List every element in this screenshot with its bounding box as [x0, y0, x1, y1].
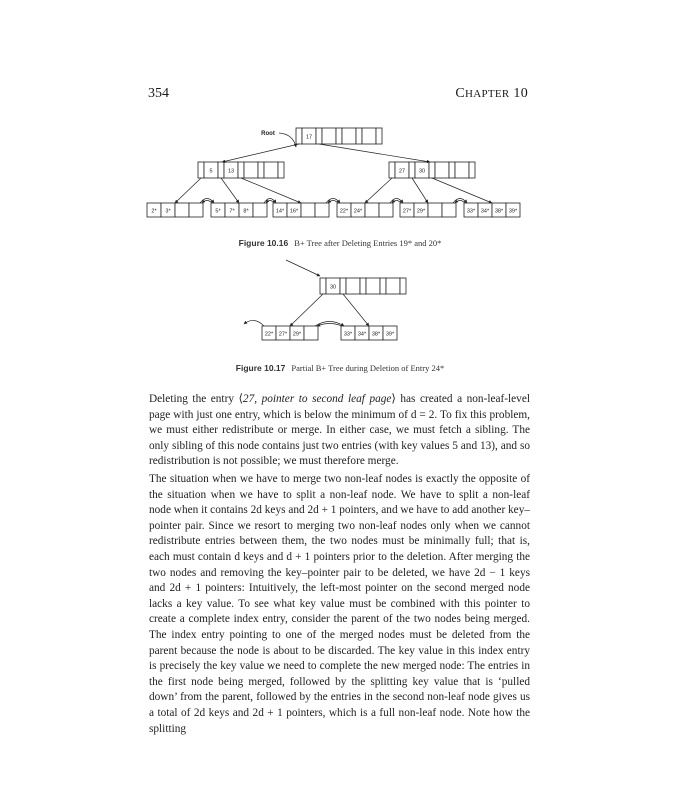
key-text: 30 [329, 284, 337, 291]
child-pointer [221, 178, 239, 203]
leaf-cell [253, 203, 267, 217]
key-cell [322, 128, 336, 144]
sibling-pointer [317, 324, 342, 327]
child-pointer [343, 294, 369, 326]
pointer-cell [218, 162, 224, 178]
pointer-cell [198, 162, 204, 178]
figure-10-16-caption [0, 238, 680, 248]
key-text: 17 [305, 134, 313, 141]
sibling-pointer [455, 201, 465, 204]
key-text: 30 [418, 168, 426, 175]
child-pointer [175, 178, 201, 203]
leaf-cell [365, 203, 379, 217]
key-text: 2* [151, 208, 157, 215]
key-text: 34* [357, 331, 367, 338]
pointer-cell [400, 278, 406, 294]
leaf-cell [304, 326, 318, 340]
paragraph-2: The situation when we have to merge two non-leaf nodes is exactly the opposite of the situation when we have to split a non-leaf node. We have to split a non-leaf node when it contains 2d keys and 2d + 1 pointers, and we have to add another key–pointer pair. Since we resort to merging two non-leaf nodes only when we cannot redistribute entries between them, the two nodes must be minimally full; that is, each must contain d keys and d + 1 pointers prior to the deletion. After merging the two nodes and removing the key–pointer pair to be deleted, we have 2d − 1 keys and 2d + 1 pointers: Intuitively, the left-most pointer on the second merged node lacks a key value. To see what key value must be combined with this pointer to create a complete index entry, consider the parent of the two nodes being merged. The index entry pointing to one of the merged nodes must be deleted from the parent because the node is about to be discarded. The key value in this index entry is precisely the key value we need to complete the new merged node: The entries in the first node being merged, followed by the splitting key value that is ‘pulled down’ from the parent, followed by the entries in the second non-leaf node gives us a total of 2d keys and 2d + 1 pointers, which is a full non-leaf node. Note how the splitting [149, 473, 530, 735]
pointer-cell [449, 162, 455, 178]
para1-part1: Deleting the entry ⟨ [149, 393, 243, 405]
leaf-node [464, 203, 520, 217]
pointer-cell [356, 128, 362, 144]
leaf-node [400, 203, 456, 217]
child-pointer [432, 178, 492, 203]
right-index-node [389, 162, 475, 178]
key-text: 38* [371, 331, 381, 338]
leaf-node [211, 203, 267, 217]
key-text: 38* [494, 208, 504, 215]
chapter-number: 10 [513, 86, 528, 101]
pointer-cell [469, 162, 475, 178]
key-text: 5 [209, 168, 213, 175]
caption-label: Figure 10.17 [235, 363, 286, 373]
key-text: 8* [243, 208, 249, 215]
pointer-cell [429, 162, 435, 178]
pointer-cell [409, 162, 415, 178]
sibling-pointer [244, 320, 264, 326]
pointer-cell [376, 128, 382, 144]
caption-text: B+ Tree after Deleting Entries 19* and 20* [294, 238, 442, 248]
pointer-cell [389, 162, 395, 178]
child-pointer [290, 294, 323, 326]
key-text: 27* [402, 208, 412, 215]
leaf-cell [442, 203, 456, 217]
key-cell [366, 278, 380, 294]
left-index-node [198, 162, 284, 178]
leaf-node [273, 203, 329, 217]
key-text: 7* [229, 208, 235, 215]
pointer-cell [296, 128, 302, 144]
pointer-cell [258, 162, 264, 178]
pointer-cell [336, 128, 342, 144]
leaf-cell [315, 203, 329, 217]
paragraph-1 [149, 392, 530, 470]
key-text: 27 [398, 168, 406, 175]
leaf-node [147, 203, 203, 217]
para1-part3: ⟩ has created a non-leaf-level page with just one entry, which is below the minimum of d = 2. To fix this problem, we must either redistribute or merge. In either case, we must fetch a sibling. The only sibling of this node contains just two entries (with key values 5 and 13), and so redistribution is not possible; we must therefore merge. [149, 393, 530, 468]
leaf-node [337, 203, 393, 217]
key-text: 33* [343, 331, 353, 338]
key-text: 24* [353, 208, 363, 215]
key-text: 39* [385, 331, 395, 338]
para1-italic: 27, pointer to second leaf page [242, 393, 392, 405]
incoming-pointer [286, 260, 320, 276]
pointer-cell [238, 162, 244, 178]
pointer-cell [320, 278, 326, 294]
root-label: Root [261, 131, 275, 137]
key-text: 29* [416, 208, 426, 215]
root-child-pointer [222, 144, 299, 162]
key-cell [455, 162, 469, 178]
key-cell [346, 278, 360, 294]
sibling-pointer [328, 201, 338, 204]
key-text: 39* [508, 208, 518, 215]
figure-10-16-tree [147, 128, 520, 217]
key-text: 16* [289, 208, 299, 215]
key-cell [264, 162, 278, 178]
child-pointer [412, 178, 428, 203]
key-cell [386, 278, 400, 294]
page-number: 354 [148, 86, 169, 101]
chapter-word: HAPTER [464, 88, 510, 100]
key-text: 22* [339, 208, 349, 215]
leaf-cell [428, 203, 442, 217]
key-cell [362, 128, 376, 144]
root-pointer [279, 133, 296, 147]
caption-label: Figure 10.16 [238, 238, 289, 248]
key-text: 22* [264, 331, 274, 338]
index-node [320, 278, 406, 294]
child-pointer [241, 178, 301, 203]
root-child-pointer [319, 144, 430, 162]
pointer-cell [360, 278, 366, 294]
caption-text: Partial B+ Tree during Deletion of Entry 24* [291, 363, 445, 373]
figure-10-17-tree [244, 260, 406, 340]
pointer-cell [380, 278, 386, 294]
key-text: 29* [292, 331, 302, 338]
figure-10-17-caption [0, 363, 680, 373]
pointer-cell [278, 162, 284, 178]
key-cell [244, 162, 258, 178]
pointer-cell [316, 128, 322, 144]
key-text: 5* [215, 208, 221, 215]
key-text: 13 [227, 168, 235, 175]
sibling-pointer [202, 201, 212, 204]
leaf-cell [301, 203, 315, 217]
chapter-first-letter: C [455, 86, 465, 101]
leaf-cell [189, 203, 203, 217]
leaf-node [262, 326, 318, 340]
key-text: 33* [466, 208, 476, 215]
pointer-cell [340, 278, 346, 294]
key-cell [435, 162, 449, 178]
leaf-cell [175, 203, 189, 217]
key-text: 27* [278, 331, 288, 338]
key-text: 34* [480, 208, 490, 215]
leaf-node [341, 326, 397, 340]
root-node [296, 128, 382, 144]
leaf-cell [379, 203, 393, 217]
key-cell [342, 128, 356, 144]
key-text: 3* [165, 208, 171, 215]
child-pointer [365, 178, 392, 203]
key-text: 14* [275, 208, 285, 215]
